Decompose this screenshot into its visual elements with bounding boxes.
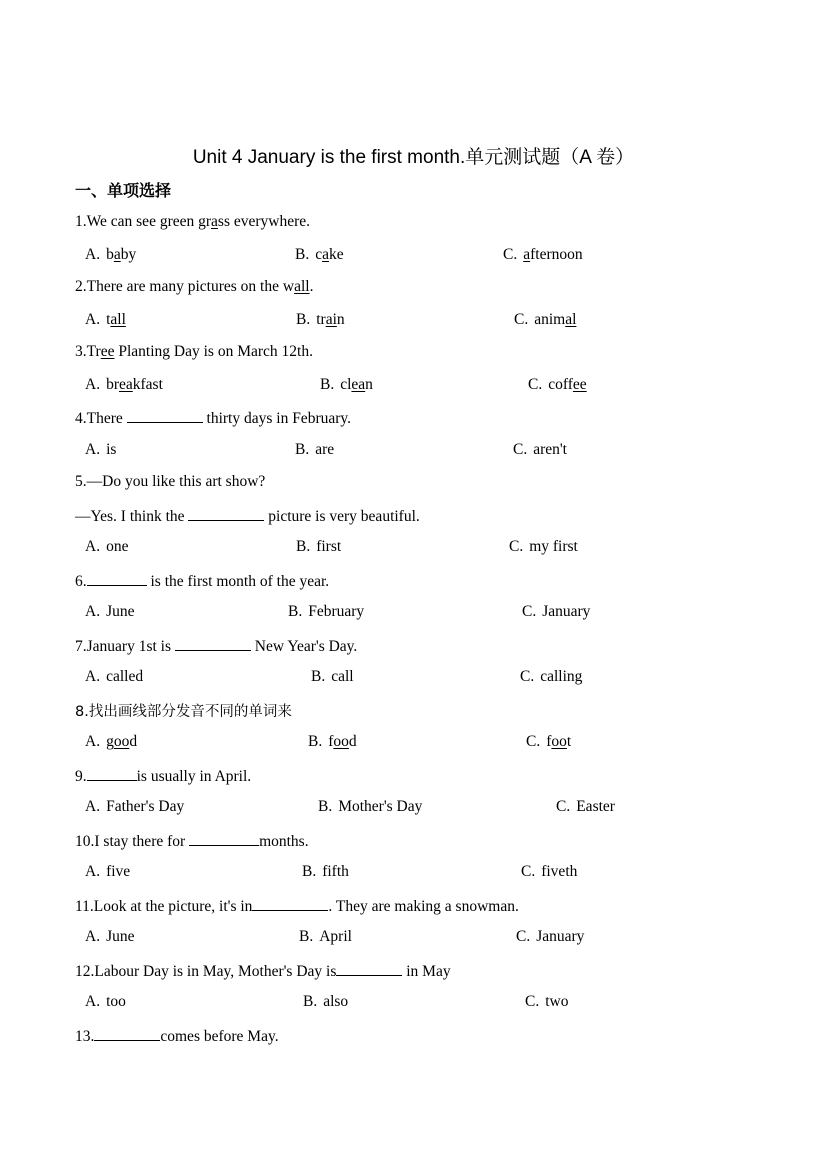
option-letter: A. — [85, 441, 101, 458]
option-a[interactable] — [85, 798, 184, 816]
option-b[interactable] — [299, 928, 352, 946]
question-text: 10.I stay there for — [75, 833, 190, 850]
option-word: breakfast — [106, 376, 163, 393]
question-text: 5.—Do you like this art show? — [75, 473, 266, 490]
underlined-letters: oo — [113, 733, 130, 750]
option-a[interactable] — [85, 441, 116, 459]
question-stem-7 — [75, 636, 357, 656]
underlined-letters: ee — [572, 376, 587, 393]
option-letter: C. — [520, 668, 535, 685]
option-letter: B. — [299, 928, 314, 945]
option-b[interactable] — [296, 311, 345, 329]
question-stem-10 — [75, 831, 309, 851]
option-letter: C. — [526, 733, 541, 750]
option-letter: B. — [303, 993, 318, 1010]
answer-blank[interactable] — [87, 571, 147, 586]
underlined-letters: all — [110, 311, 126, 328]
option-word: clean — [340, 376, 373, 393]
section-heading: 一、单项选择 — [75, 181, 172, 200]
option-letter: A. — [85, 376, 101, 393]
option-word: January — [542, 603, 591, 620]
option-word: June — [106, 928, 135, 945]
option-a[interactable] — [85, 668, 143, 686]
question-text: in May — [402, 963, 451, 980]
option-a[interactable] — [85, 538, 128, 556]
option-word: first — [316, 538, 342, 555]
option-word: February — [308, 603, 365, 620]
answer-blank[interactable] — [127, 408, 203, 423]
option-word: too — [106, 993, 126, 1010]
question-text: 3.Tr — [75, 343, 101, 360]
answer-blank[interactable] — [189, 831, 259, 846]
underlined-letters: ea — [351, 376, 366, 393]
question-text: 13. — [75, 1028, 95, 1045]
question-text: —Yes. I think the — [75, 508, 189, 525]
option-b[interactable] — [320, 376, 373, 394]
option-word: also — [323, 993, 349, 1010]
option-c[interactable] — [514, 311, 576, 329]
question-text: thirty days in February. — [202, 410, 352, 427]
underlined-letters: ea — [119, 376, 133, 393]
option-b[interactable] — [288, 603, 364, 621]
option-a[interactable] — [85, 733, 137, 751]
option-a[interactable] — [85, 376, 163, 394]
option-letter: C. — [528, 376, 543, 393]
question-text: Planting Day is on March 12th. — [114, 343, 313, 360]
page-title: Unit 4 January is the first month.单元测试题（A 卷） — [192, 147, 635, 168]
option-word: Mother's Day — [338, 798, 423, 815]
option-c[interactable] — [509, 538, 578, 556]
question-stem-2 — [75, 278, 313, 296]
option-word: one — [106, 538, 129, 555]
answer-blank[interactable] — [188, 506, 264, 521]
option-letter: B. — [308, 733, 323, 750]
question-text: 6. — [75, 573, 87, 590]
option-c[interactable] — [520, 668, 582, 686]
question-text: . They are making a snowman. — [328, 898, 519, 915]
question-stem-1 — [75, 213, 310, 231]
option-b[interactable] — [318, 798, 422, 816]
option-a[interactable] — [85, 863, 130, 881]
option-letter: C. — [509, 538, 524, 555]
option-word: animal — [534, 311, 577, 328]
option-letter: A. — [85, 668, 101, 685]
question-stem-8 — [75, 700, 292, 721]
question-text: is usually in April. — [136, 768, 252, 785]
question-text: New Year's Day. — [250, 638, 358, 655]
underlined-letters: oo — [551, 733, 567, 750]
option-letter: C. — [521, 863, 536, 880]
question-text: 8.找出画线部分发音不同的单词来 — [75, 704, 292, 720]
question-stem-5 — [75, 473, 265, 491]
option-letter: C. — [503, 246, 518, 263]
option-word: afternoon — [523, 246, 583, 263]
option-c[interactable] — [516, 928, 584, 946]
option-letter: A. — [85, 863, 101, 880]
option-word: Easter — [576, 798, 615, 815]
option-a[interactable] — [85, 246, 136, 264]
option-a[interactable] — [85, 311, 126, 329]
option-word: coffee — [548, 376, 587, 393]
option-letter: C. — [525, 993, 540, 1010]
option-b[interactable] — [302, 863, 349, 881]
option-word: food — [328, 733, 357, 750]
option-letter: B. — [318, 798, 333, 815]
underlined-letters: a — [113, 246, 121, 263]
option-c[interactable] — [503, 246, 583, 264]
option-word: fiveth — [541, 863, 578, 880]
option-letter: C. — [514, 311, 529, 328]
option-letter: C. — [556, 798, 571, 815]
question-stem-3 — [75, 343, 313, 361]
answer-blank[interactable] — [336, 961, 402, 976]
option-a[interactable] — [85, 603, 135, 621]
option-word: tall — [106, 311, 126, 328]
option-b[interactable] — [296, 538, 341, 556]
underlined-letters: oo — [333, 733, 349, 750]
underlined-letters: al — [565, 311, 577, 328]
answer-blank[interactable] — [175, 636, 251, 651]
option-c[interactable] — [522, 603, 590, 621]
option-letter: A. — [85, 798, 101, 815]
option-word: foot — [546, 733, 572, 750]
option-word: January — [536, 928, 585, 945]
option-c[interactable] — [528, 376, 587, 394]
question-text: 4.There — [75, 410, 127, 427]
option-letter: C. — [522, 603, 537, 620]
option-c[interactable] — [556, 798, 615, 816]
underlined-letters: ai — [325, 311, 337, 328]
option-word: call — [331, 668, 354, 685]
question-text: picture is very beautiful. — [264, 508, 420, 525]
option-word: Father's Day — [106, 798, 185, 815]
underlined-letters: all — [294, 278, 310, 295]
option-a[interactable] — [85, 993, 126, 1011]
option-word: cake — [315, 246, 344, 263]
option-word: June — [106, 603, 135, 620]
option-letter: B. — [320, 376, 335, 393]
option-word: aren't — [533, 441, 567, 458]
option-letter: B. — [288, 603, 303, 620]
option-word: are — [315, 441, 335, 458]
underlined-letters: ee — [100, 343, 115, 360]
option-word: called — [106, 668, 144, 685]
option-word: is — [106, 441, 117, 458]
option-letter: A. — [85, 246, 101, 263]
question-stem-12 — [75, 961, 451, 981]
option-letter: A. — [85, 603, 101, 620]
option-word: my first — [529, 538, 578, 555]
option-letter: B. — [296, 538, 311, 555]
question-stem-5-reply — [75, 506, 420, 526]
option-letter: A. — [85, 538, 101, 555]
question-text: 2.There are many pictures on the w — [75, 278, 295, 295]
option-letter: B. — [302, 863, 317, 880]
question-stem-11 — [75, 896, 519, 916]
option-word: calling — [540, 668, 583, 685]
option-letter: A. — [85, 733, 101, 750]
option-b[interactable] — [311, 668, 354, 686]
option-word: five — [106, 863, 131, 880]
option-letter: B. — [295, 441, 310, 458]
option-c[interactable] — [525, 993, 568, 1011]
question-stem-9 — [75, 766, 251, 786]
question-text: months. — [259, 833, 309, 850]
underlined-letters: a — [322, 246, 329, 263]
option-word: two — [545, 993, 569, 1010]
option-letter: B. — [296, 311, 311, 328]
question-stem-13 — [75, 1026, 279, 1046]
question-text: 7.January 1st is — [75, 638, 175, 655]
option-letter: B. — [311, 668, 326, 685]
option-b[interactable] — [295, 441, 334, 459]
answer-blank[interactable] — [94, 1026, 160, 1041]
option-c[interactable] — [526, 733, 571, 751]
question-text: 1.We can see green gr — [75, 213, 212, 230]
question-stem-6 — [75, 571, 329, 591]
question-text: 12.Labour Day is in May, Mother's Day is — [75, 963, 337, 980]
option-word: April — [319, 928, 352, 945]
option-c[interactable] — [521, 863, 577, 881]
answer-blank[interactable] — [252, 896, 328, 911]
answer-blank[interactable] — [87, 766, 137, 781]
question-text: ss everywhere. — [217, 213, 311, 230]
option-word: baby — [106, 246, 137, 263]
question-text: . — [309, 278, 314, 295]
underlined-letters: a — [211, 213, 218, 230]
option-letter: A. — [85, 993, 101, 1010]
option-b[interactable] — [295, 246, 344, 264]
question-text: 9. — [75, 768, 87, 785]
question-text: is the first month of the year. — [146, 573, 330, 590]
question-text: 11.Look at the picture, it's in — [75, 898, 253, 915]
underlined-letters: a — [523, 246, 531, 263]
option-word: fifth — [322, 863, 349, 880]
option-word: train — [316, 311, 345, 328]
option-letter: A. — [85, 928, 101, 945]
option-b[interactable] — [308, 733, 357, 751]
option-letter: C. — [513, 441, 528, 458]
option-c[interactable] — [513, 441, 567, 459]
option-b[interactable] — [303, 993, 348, 1011]
question-stem-4 — [75, 408, 351, 428]
question-text: comes before May. — [160, 1028, 279, 1045]
option-word: good — [106, 733, 138, 750]
option-letter: C. — [516, 928, 531, 945]
option-letter: A. — [85, 311, 101, 328]
option-a[interactable] — [85, 928, 135, 946]
option-letter: B. — [295, 246, 310, 263]
